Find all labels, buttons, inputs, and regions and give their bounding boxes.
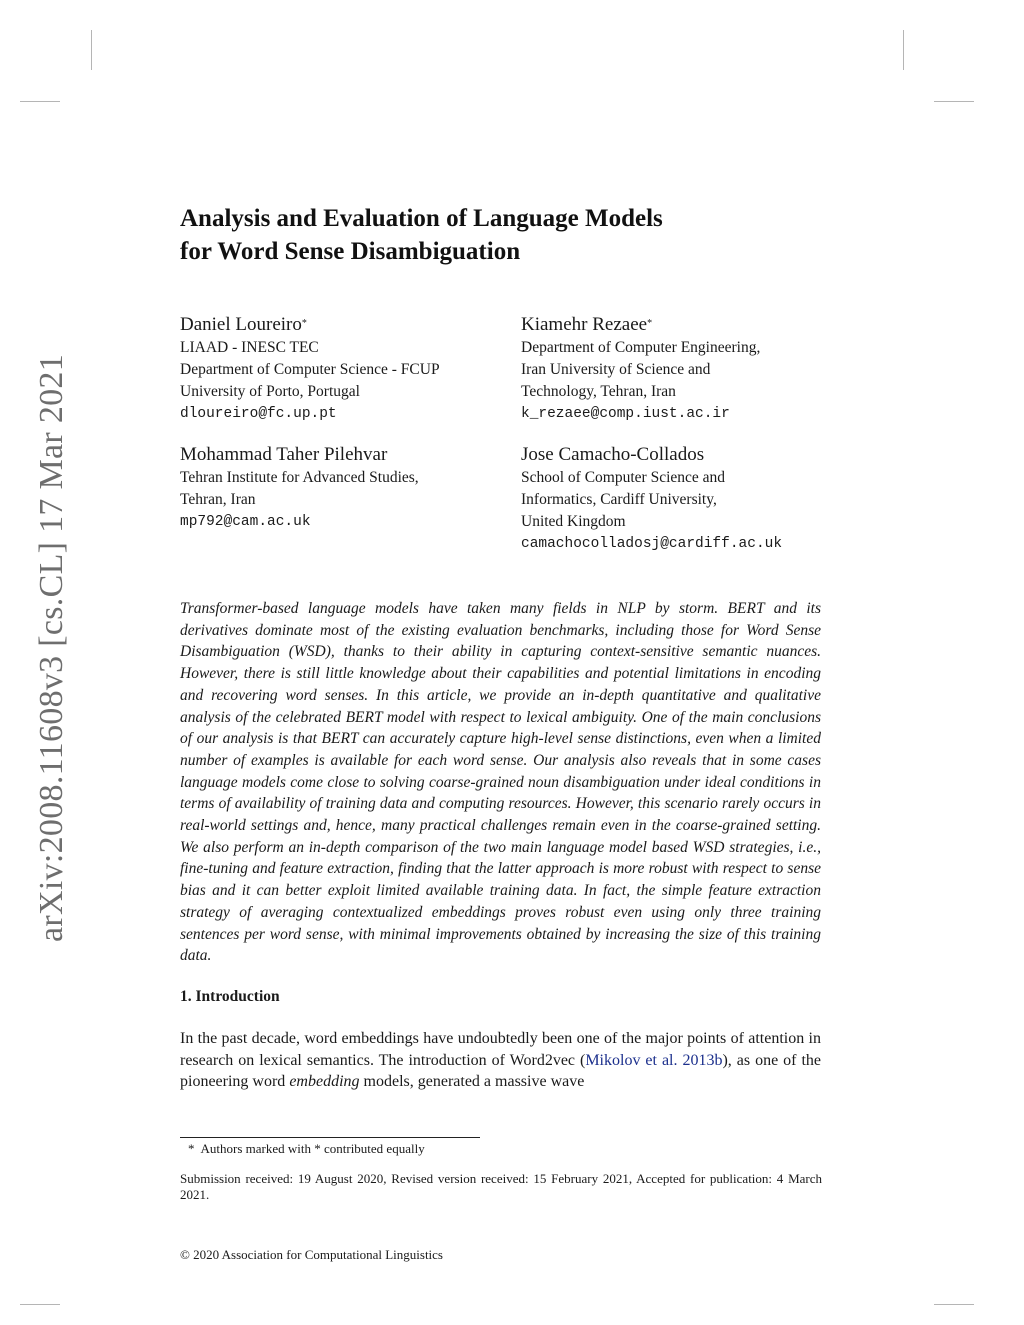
author-mark: * [301,318,307,329]
author-email: k_rezaee@comp.iust.ac.ir [521,406,730,422]
author-email: mp792@cam.ac.uk [180,514,311,530]
author-affiliation: Technology, Tehran, Iran [521,383,676,400]
intro-text: In the past decade, word embeddings have undoubtedly been one of the major points of attention in research on lexical semantics. The introduction of Word2vec ( [180,1030,821,1069]
author-affiliation: Department of Computer Engineering, [521,339,761,356]
citation-link[interactable]: Mikolov et al. 2013b [585,1051,723,1069]
author-affiliation: University of Porto, Portugal [180,383,360,400]
author-affiliation: Tehran, Iran [180,491,256,508]
arxiv-identifier: arXiv:2008.11608v3 [cs.CL] 17 Mar 2021 [33,353,70,943]
footnote [188,1141,425,1157]
author-name: Mohammad Taher Pilehvar [180,444,388,465]
section-heading: 1. Introduction [180,988,280,1005]
crop-mark-right-lower [934,1304,974,1305]
author-name: Daniel Loureiro [180,314,302,335]
copyright: © 2020 Association for Computational Linguistics [180,1247,443,1262]
crop-mark-left-lower [20,1304,60,1305]
intro-emphasis: embedding [289,1073,360,1090]
author-block [521,444,851,555]
intro-paragraph [180,1028,821,1093]
footnote-mark: * [188,1141,195,1156]
intro-text: models, generated a massive wave [359,1073,585,1090]
author-email: dloureiro@fc.up.pt [180,406,337,422]
author-name: Kiamehr Rezaee [521,314,648,335]
crop-mark-left-upper [20,101,60,102]
author-affiliation: Iran University of Science and [521,361,711,378]
author-block [521,314,851,425]
crop-mark-right-upper [934,101,974,102]
author-block [180,444,510,533]
author-mark: * [647,318,653,329]
author-affiliation: LIAAD - INESC TEC [180,339,319,356]
paper-title [180,202,840,268]
author-affiliation: School of Computer Science and [521,469,726,486]
title-line-1: Analysis and Evaluation of Language Models [180,205,663,232]
author-affiliation: Tehran Institute for Advanced Studies, [180,469,419,486]
author-name: Jose Camacho-Collados [521,444,705,465]
footnote-rule [180,1137,480,1138]
author-affiliation: Informatics, Cardiff University, [521,491,717,508]
submission-info: Submission received: 19 August 2020, Revised version received: 15 February 2021, Accepted for publication: 4 March 2021. [180,1171,822,1202]
footnote-text: Authors marked with * contributed equally [200,1141,425,1156]
author-email: camachocolladosj@cardiff.ac.uk [521,536,783,552]
author-block [180,314,510,425]
crop-mark-top-right [903,30,904,70]
title-line-2: for Word Sense Disambiguation [180,238,521,265]
author-affiliation: United Kingdom [521,513,626,530]
author-affiliation: Department of Computer Science - FCUP [180,361,440,378]
abstract: Transformer-based language models have taken many fields in NLP by storm. BERT and its derivatives dominate most of the existing evaluation benchmarks, including those for Word Sense Disambiguation (WSD), thanks to their ability in capturing context-sensitive semantic nuances. However, there is still little knowledge about their capabilities and potential limitations in encoding and recovering word senses. In this article, we provide an in-depth quantitative and qualitative analysis of the celebrated BERT model with respect to lexical ambiguity. One of the main conclusions of our analysis is that BERT can accurately capture high-level sense distinctions, even when a limited number of examples is available for each word sense. Our analysis also reveals that in some cases language models come close to solving coarse-grained noun disambiguation under ideal conditions in terms of availability of training data and computing resources. However, this scenario rarely occurs in real-world settings and, hence, many practical challenges remain even in the coarse-grained setting. We also perform an in-depth comparison of the two main language model based WSD strategies, i.e., fine-tuning and feature extraction, finding that the latter approach is more robust with respect to sense bias and it can better exploit limited available training data. In fact, the simple feature extraction strategy of averaging contextualized embeddings proves robust even using only three training sentences per word sense, with minimal improvements obtained by increasing the size of this training data. [180,600,821,965]
crop-mark-top-left [91,30,92,70]
intro-text: ), as one of the pioneering word [180,1051,821,1090]
